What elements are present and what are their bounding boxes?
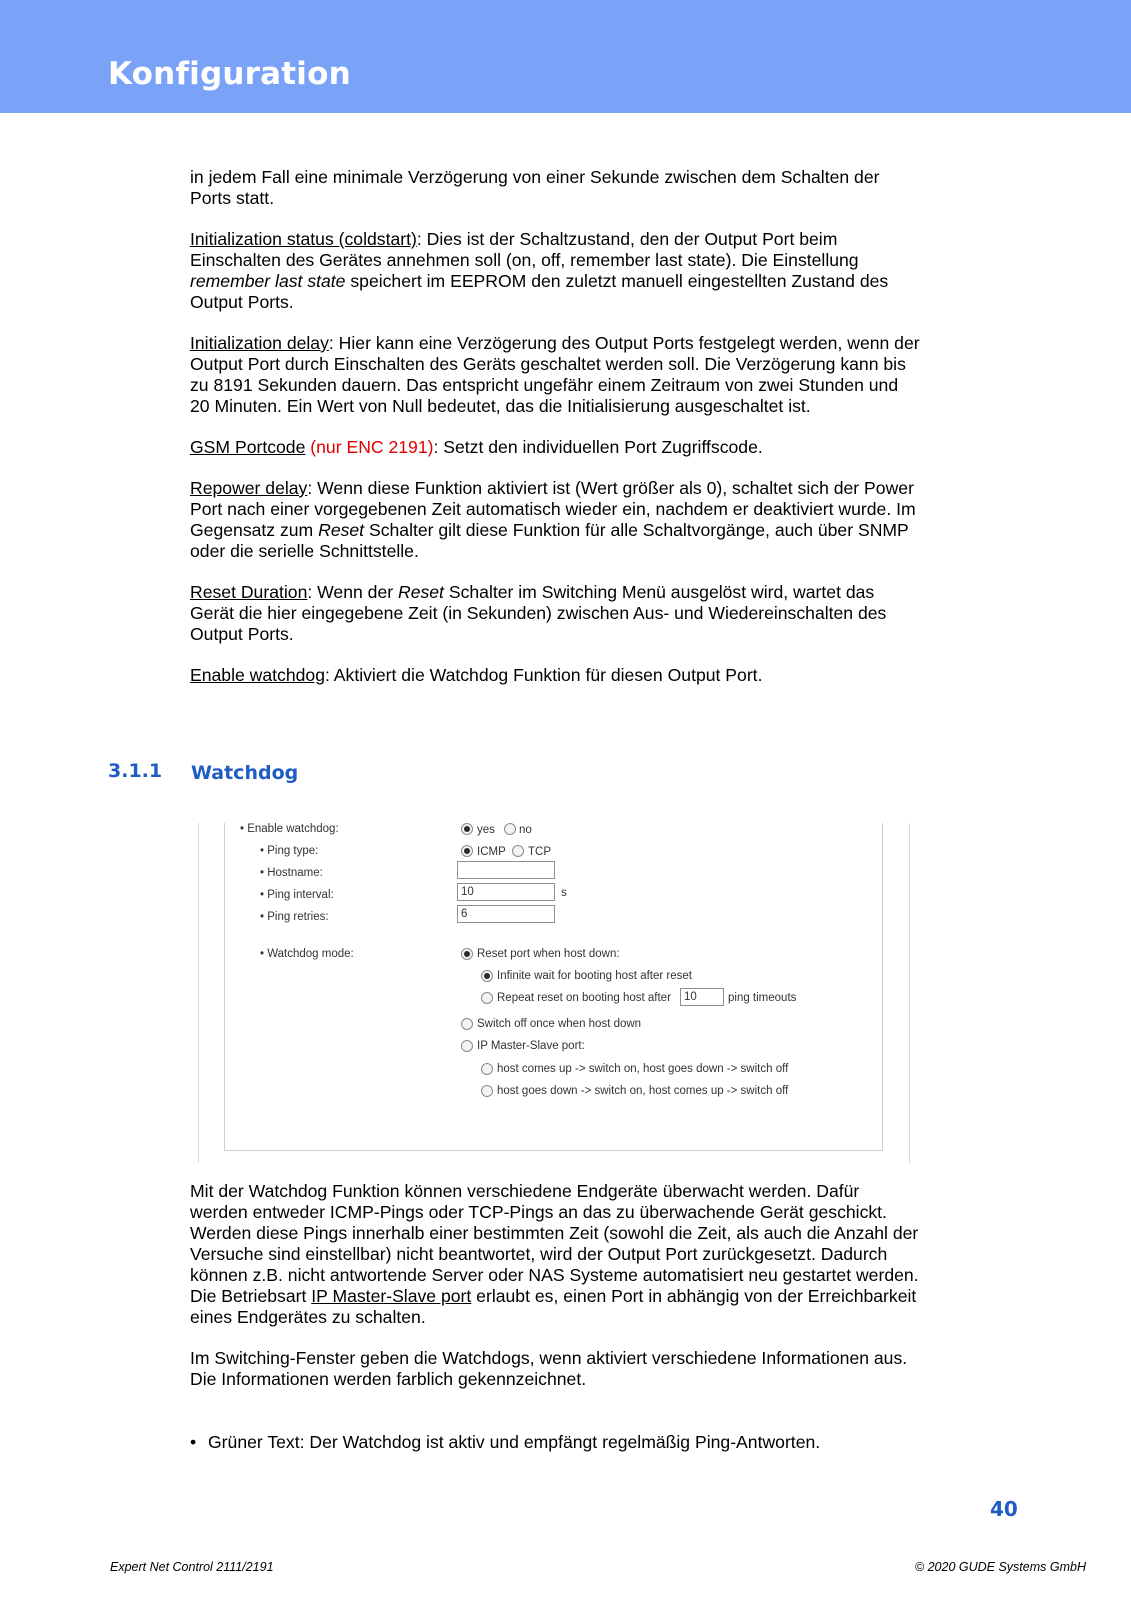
watchdog-description-paragraph (190, 1181, 920, 1328)
gsm-term: GSM Portcode (190, 437, 306, 457)
intro-paragraph (190, 167, 920, 209)
watchdog-mode-label: • Watchdog mode: (260, 948, 354, 960)
section-number: 3.1.1 (108, 760, 163, 782)
host-down-label: host goes down -> switch on, host comes up -> switch off (497, 1085, 789, 1097)
repower-italic: Reset (318, 520, 365, 540)
gsm-paragraph (190, 437, 920, 458)
reset-port-label: Reset port when host down: (477, 948, 620, 960)
reset-duration-term: Reset Duration (190, 582, 308, 602)
enable-yes-label: yes (477, 824, 495, 836)
init-delay-text: : Hier kann eine Verzögerung des Output Ports festgelegt werden, wenn der Output Port durch Einschalten des Geräts geschaltet werden soll. Die Verzögerung kann bis zu 8191 Sekunden dauern. Das entspricht ungefähr einem Zeitraum von zwei Stunden und 20 Minuten. Ein Wert von Null bedeutet, das die Initialisierung ausgeschaltet ist. (190, 333, 920, 416)
watchdog-settings-screenshot (198, 823, 910, 1163)
ping-interval-unit: s (561, 887, 567, 899)
reset-duration-paragraph (190, 582, 920, 645)
enable-yes-radio[interactable] (461, 823, 473, 835)
watchdog-desc-b: erlaubt es, einen Port in abhängig von der Erreichbarkeit eines Endgerätes zu schalten. (190, 1286, 917, 1327)
reset-duration-italic: Reset (397, 582, 444, 602)
ping-interval-input[interactable]: 10 (457, 883, 555, 901)
infinite-wait-label: Infinite wait for booting host after reset (497, 970, 692, 982)
gsm-red-note: (nur ENC 2191) (305, 437, 434, 457)
enable-no-radio[interactable] (504, 823, 516, 835)
infinite-wait-radio[interactable] (481, 970, 493, 982)
body-text-bottom (190, 1181, 920, 1410)
ping-retries-input[interactable]: 6 (457, 905, 555, 923)
ping-interval-label: • Ping interval: (260, 889, 334, 901)
bullet-text: Grüner Text: Der Watchdog ist aktiv und empfängt regelmäßig Ping-Antworten. (208, 1432, 821, 1452)
enable-watchdog-label: • Enable watchdog: (240, 823, 339, 835)
ping-type-label: • Ping type: (260, 845, 319, 857)
repower-paragraph (190, 478, 920, 562)
enable-watchdog-text: : Aktiviert die Watchdog Funktion für diesen Output Port. (325, 665, 763, 685)
init-delay-term: Initialization delay (190, 333, 329, 353)
repeat-reset-label: Repeat reset on booting host after (497, 992, 671, 1004)
ip-master-label: IP Master-Slave port: (477, 1040, 585, 1052)
switch-off-label: Switch off once when host down (477, 1018, 642, 1030)
host-up-label: host comes up -> switch on, host goes down -> switch off (497, 1063, 789, 1075)
init-status-italic: remember last state (190, 271, 346, 291)
init-status-term: Initialization status (coldstart) (190, 229, 417, 249)
reset-port-radio[interactable] (461, 948, 473, 960)
ping-timeouts-label: ping timeouts (728, 992, 797, 1004)
init-status-text-a: : Dies ist der Schaltzustand, den der Output Port beim Einschalten des Gerätes annehmen soll (on, off, remember last state). Die Einstellung (190, 229, 859, 270)
enable-watchdog-term: Enable watchdog (190, 665, 325, 685)
ip-master-radio[interactable] (461, 1040, 473, 1052)
ping-icmp-radio[interactable] (461, 845, 473, 857)
reset-duration-text-b: Schalter im Switching Menü ausgelöst wird, wartet das Gerät die hier eingegebene Zeit (in Sekunden) zwischen Aus- und Wiedereinschalten des Output Ports. (190, 582, 887, 644)
body-text-top (190, 167, 920, 706)
intro-text: in jedem Fall eine minimale Verzögerung von einer Sekunde zwischen dem Schalten der Ports statt. (190, 167, 880, 208)
host-up-radio[interactable] (481, 1063, 493, 1075)
reset-duration-text-a: : Wenn der (307, 582, 398, 602)
init-status-text-b: speichert im EEPROM den zuletzt manuell eingestellten Zustand des Output Ports. (190, 271, 889, 312)
hostname-input[interactable] (457, 861, 555, 879)
switching-window-text: Im Switching-Fenster geben die Watchdogs, wenn aktiviert verschiedene Informationen aus. Die Informationen werden farblich gekennzeichnet. (190, 1348, 908, 1389)
ping-icmp-label: ICMP (477, 846, 506, 858)
ping-tcp-label: TCP (528, 846, 551, 858)
init-status-paragraph (190, 229, 920, 313)
repeat-reset-input[interactable]: 10 (680, 988, 724, 1006)
enable-watchdog-paragraph (190, 665, 920, 686)
repower-text-a: : Wenn diese Funktion aktiviert ist (Wert größer als 0), schaltet sich der Power Port nach einer vorgegebenen Zeit automatisch wieder ein, nachdem er deaktiviert wurde. Im Gegensatz zum (190, 478, 916, 540)
ping-retries-label: • Ping retries: (260, 911, 329, 923)
page-header (0, 0, 1131, 113)
header-title: Konfiguration (108, 56, 351, 92)
init-delay-paragraph (190, 333, 920, 417)
footer-copyright: © 2020 GUDE Systems GmbH (914, 1560, 1086, 1574)
page-number: 40 (990, 1497, 1018, 1521)
host-down-radio[interactable] (481, 1085, 493, 1097)
switching-window-paragraph (190, 1348, 920, 1390)
enable-no-label: no (519, 824, 532, 836)
watchdog-settings-panel (224, 823, 883, 1151)
section-title: Watchdog (191, 762, 299, 784)
repeat-reset-radio[interactable] (481, 992, 493, 1004)
switch-off-radio[interactable] (461, 1018, 473, 1030)
ip-master-slave-link: IP Master-Slave port (311, 1286, 472, 1306)
watchdog-desc-a: Mit der Watchdog Funktion können verschiedene Endgeräte überwacht werden. Dafür werden entweder ICMP-Pings oder TCP-Pings an das zu überwachende Gerät geschickt. Werden diese Pings innerhalb einer bestimmten Zeit (sowohl die Zeit, als auch die Anzahl der Versuche sind einstellbar) nicht beantwortet, wird der Output Port zurückgesetzt. Dadurch können z.B. nicht antwortende Server oder NAS Systeme automatisiert neu gestartet werden. Die Betriebsart (190, 1181, 919, 1306)
hostname-label: • Hostname: (260, 867, 323, 879)
ping-tcp-radio[interactable] (512, 845, 524, 857)
gsm-text: : Setzt den individuellen Port Zugriffscode. (433, 437, 763, 457)
bullet-dot: • (190, 1432, 197, 1452)
footer-product: Expert Net Control 2111/2191 (110, 1560, 274, 1574)
repower-term: Repower delay (190, 478, 308, 498)
repower-text-b: Schalter gilt diese Funktion für alle Schaltvorgänge, auch über SNMP oder die serielle Schnittstelle. (190, 520, 909, 561)
